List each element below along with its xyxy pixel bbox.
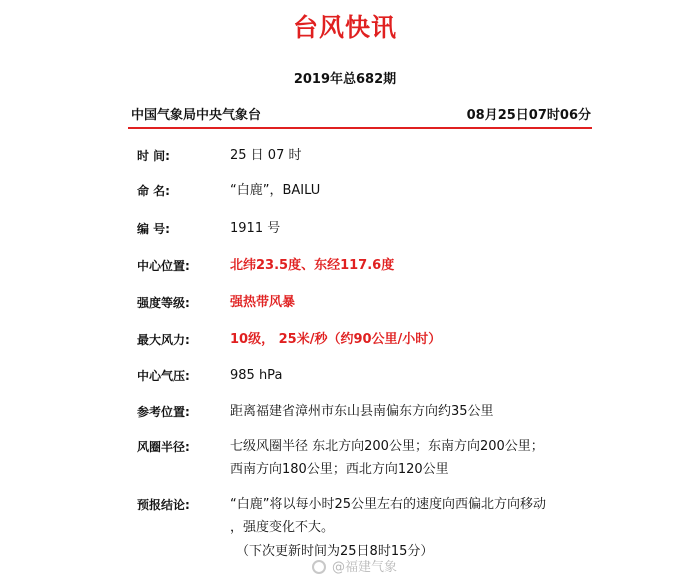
issue-time: 08月25日07时06分 bbox=[466, 108, 591, 123]
field-label: 预报结论: bbox=[137, 498, 190, 512]
issuing-organization: 中国气象局中央气象台 bbox=[131, 108, 262, 123]
field-label: 强度等级: bbox=[137, 296, 190, 310]
field-label: 命 名: bbox=[137, 184, 170, 198]
field-label: 参考位置: bbox=[137, 405, 190, 419]
field-value-line1: “白鹿”将以每小时25公里左右的速度向西偏北方向移动 bbox=[230, 497, 547, 512]
field-value: 1911 号 bbox=[230, 221, 281, 236]
field-value: 距离福建省漳州市东山县南偏东方向约35公里 bbox=[230, 404, 494, 419]
field-label: 编 号: bbox=[137, 222, 170, 236]
field-value: “白鹿”，BAILU bbox=[230, 183, 321, 198]
watermark-text: @福建气象 bbox=[332, 560, 398, 575]
page-title: 台风快讯 bbox=[292, 13, 397, 42]
field-value: 强热带风暴 bbox=[230, 295, 296, 310]
field-value-line1: 七级风圈半径 东北方向200公里；东南方向200公里； bbox=[230, 439, 544, 454]
watermark bbox=[312, 556, 397, 575]
next-update-note: （下次更新时间为25日8时15分） bbox=[236, 544, 434, 559]
field-value: 985 hPa bbox=[230, 368, 283, 383]
field-value: 25 日 07 时 bbox=[230, 148, 302, 163]
field-label: 风圈半径: bbox=[137, 440, 190, 454]
issue-number: 2019年总682期 bbox=[293, 72, 397, 87]
field-value: 10级， 25米/秒（约90公里/小时） bbox=[230, 332, 442, 347]
field-value: 北纬23.5度、东经117.6度 bbox=[230, 258, 395, 273]
field-label: 中心位置: bbox=[137, 259, 190, 273]
field-value-line2: 西南方向180公里；西北方向120公里 bbox=[230, 462, 449, 477]
field-label: 中心气压: bbox=[137, 369, 190, 383]
header-divider bbox=[128, 127, 592, 129]
field-value-line2: ，强度变化不大。 bbox=[230, 520, 335, 535]
field-label: 最大风力: bbox=[137, 333, 190, 347]
weibo-icon bbox=[312, 560, 326, 574]
field-label: 时 间: bbox=[137, 149, 170, 163]
